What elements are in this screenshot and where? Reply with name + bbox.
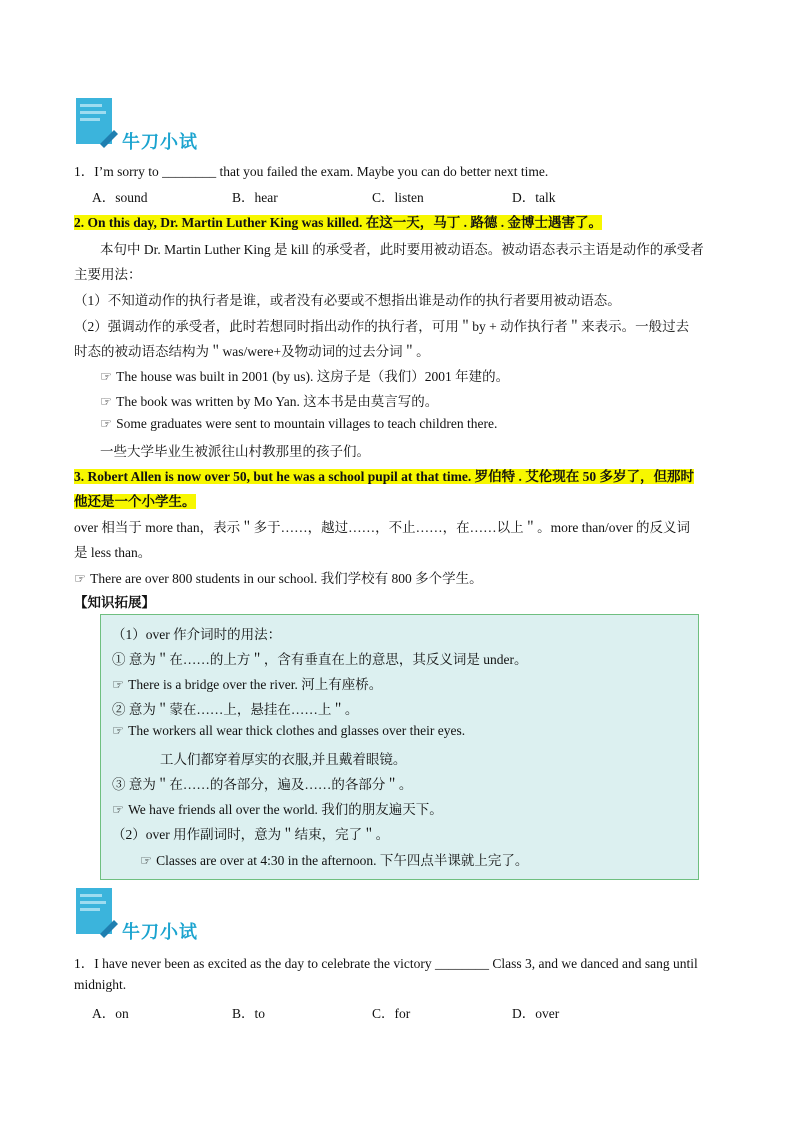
knowledge-line-8: ☞ We have friends all over the world. 我们的朋友遍天下。 — [112, 802, 443, 817]
point-2-heading: 2. On this day, Dr. Martin Luther King was killed. 在这一天，马丁 . 路德 . 金博士遇害了。 — [74, 215, 603, 230]
example-1: ☞ The house was built in 2001 (by us). 这房子是（我们）2001 年建的。 — [100, 369, 510, 384]
point-3-body: over 相当于 more than，表示＂多于……，越过……，不止……，在……以上＂。more than/over 的反义词 — [74, 520, 691, 535]
knowledge-line-7: ③ 意为＂在……的各部分，遍及……的各部分＂。 — [112, 777, 413, 792]
point-3-heading: 3. Robert Allen is now over 50, but he was a school pupil at that time. 罗伯特 . 艾伦现在 50 多岁了，但那时 — [74, 469, 695, 484]
example-2: ☞ The book was written by Mo Yan. 这本书是由莫言写的。 — [100, 394, 439, 409]
point-2-body: 本句中 Dr. Martin Luther King 是 kill 的承受者，此时要用被动语态。被动语态表示主语是动作的承受者 — [100, 242, 704, 257]
question-options — [92, 1002, 652, 1022]
option-c: C．listen — [372, 190, 424, 205]
section-title: 牛刀小试 — [122, 922, 198, 943]
pointing-hand-icon: ☞ — [100, 416, 113, 431]
question-options — [92, 186, 652, 206]
knowledge-line-4: ② 意为＂蒙在……上，悬挂在……上＂。 — [112, 702, 359, 717]
point-3-heading-cont: 他还是一个小学生。 — [74, 494, 196, 509]
option-c: C．for — [372, 1006, 411, 1021]
option-d: D．talk — [512, 190, 556, 205]
usage-1: （1）不知道动作的执行者是谁，或者没有必要或不想指出谁是动作的执行者要用被动语态。 — [74, 293, 621, 308]
knowledge-line-2: ① 意为＂在……的上方＂，含有垂直在上的意思，其反义词是 under。 — [112, 652, 528, 667]
point-3-example: ☞ There are over 800 students in our school. 我们学校有 800 多个学生。 — [74, 571, 483, 586]
pointing-hand-icon: ☞ — [112, 677, 125, 692]
point-3-body-cont: 是 less than。 — [74, 545, 152, 560]
pointing-hand-icon: ☞ — [112, 802, 125, 817]
section-title: 牛刀小试 — [122, 132, 198, 153]
knowledge-label: 【知识拓展】 — [74, 595, 155, 610]
example-3-translation: 一些大学毕业生被派往山村教那里的孩子们。 — [100, 444, 370, 459]
example-3: ☞ Some graduates were sent to mountain villages to teach children there. — [100, 416, 498, 431]
option-b: B．hear — [232, 190, 278, 205]
pointing-hand-icon: ☞ — [112, 723, 125, 738]
pointing-hand-icon: ☞ — [100, 394, 113, 409]
pointing-hand-icon: ☞ — [74, 571, 87, 586]
option-a: A．sound — [92, 190, 148, 205]
question-text-cont: midnight. — [74, 977, 127, 992]
pointing-hand-icon: ☞ — [100, 369, 113, 384]
knowledge-line-5: ☞ The workers all wear thick clothes and glasses over their eyes. — [112, 723, 466, 738]
pointing-hand-icon: ☞ — [140, 853, 153, 868]
usage-2: （2）强调动作的承受者，此时若想同时指出动作的执行者，可用＂by + 动作执行者＂来表示。一般过去 — [74, 319, 690, 334]
usage-2-cont: 时态的被动语态结构为＂was/were+及物动词的过去分词＂。 — [74, 344, 430, 359]
section-header-2 — [74, 886, 234, 943]
knowledge-line-3: ☞ There is a bridge over the river. 河上有座桥。 — [112, 677, 383, 692]
question-text: 1．I have never been as excited as the day to celebrate the victory ________ Class 3, and we danced and sang until — [74, 956, 698, 971]
knowledge-line-9: （2）over 用作副词时，意为＂结束，完了＂。 — [112, 827, 390, 842]
knowledge-line-1: （1）over 作介词时的用法： — [112, 627, 282, 642]
notepad-pencil-icon — [74, 96, 120, 150]
point-2-body-cont: 主要用法： — [74, 267, 142, 282]
option-b: B．to — [232, 1006, 266, 1021]
knowledge-line-10: ☞ Classes are over at 4:30 in the afternoon. 下午四点半课就上完了。 — [140, 853, 529, 868]
option-d: D．over — [512, 1006, 560, 1021]
notepad-pencil-icon — [74, 886, 120, 940]
option-a: A．on — [92, 1006, 129, 1021]
section-header-1 — [74, 96, 234, 153]
question-text: 1．I’m sorry to ________ that you failed the exam. Maybe you can do better next time. — [74, 164, 549, 179]
knowledge-line-6: 工人们都穿着厚实的衣服,并且戴着眼镜。 — [160, 752, 407, 767]
